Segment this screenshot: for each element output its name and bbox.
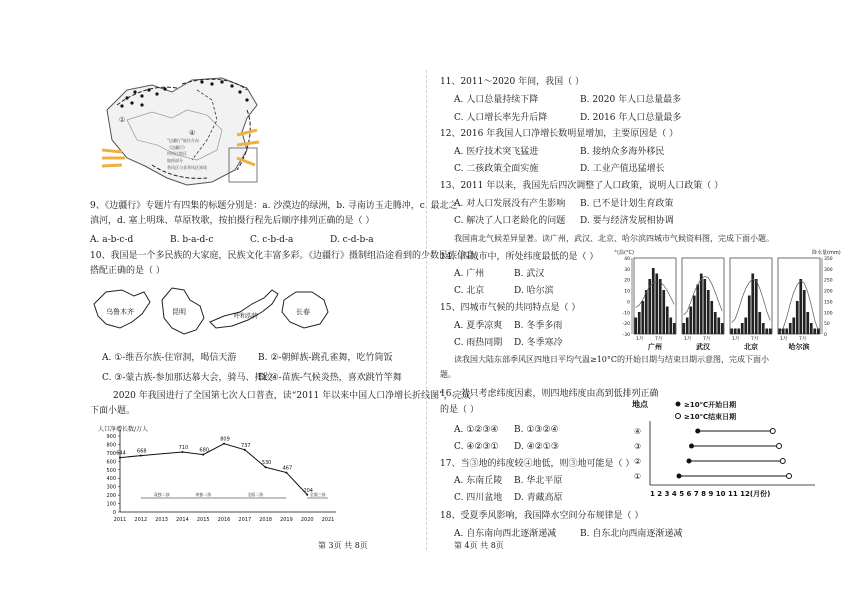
q16-line2: 的是（ ）	[440, 405, 479, 415]
climate-city-label: 北京	[744, 343, 758, 351]
q17-option-d[interactable]: D. 青藏高原	[514, 493, 563, 503]
population-intro-line1: 2020 年我国进行了全国第七次人口普查，读“2011 年以来中国人口净增长折线图”，完成	[113, 391, 471, 401]
climate-rain-bar	[686, 318, 689, 335]
climate-left-tick: 0	[627, 300, 630, 306]
climate-charts	[612, 248, 852, 352]
q14-option-b[interactable]: B. 武汉	[514, 269, 545, 279]
climate-rain-bar	[758, 312, 761, 334]
climate-rain-bar	[806, 312, 809, 334]
q12-option-b[interactable]: B. 接纳众多海外移民	[580, 147, 665, 157]
climate-rain-bar	[721, 323, 724, 334]
temp-x-ticks: 1 2 3 4 5 6 7 8 9 10 11 12(月份)	[650, 490, 771, 498]
q12-option-a[interactable]: A. 医疗技术突飞猛进	[454, 147, 539, 157]
climate-rain-bar	[785, 329, 788, 335]
climate-panel-frame	[778, 258, 820, 334]
climate-rain-bar	[638, 312, 641, 334]
temp-legend-start: ≥10℃开始日期	[684, 401, 737, 409]
chart-x-tick-label: 2018	[259, 517, 272, 523]
chart-point	[202, 454, 204, 456]
q9-option-c[interactable]: C. c-b-d-a	[250, 235, 294, 245]
climate-left-tick: -10	[622, 311, 630, 317]
chart-point	[285, 472, 287, 474]
china-map	[97, 70, 277, 190]
q13-option-b[interactable]: B. 已不是计划生育政策	[580, 199, 674, 209]
chart-data-label: 680	[199, 447, 209, 454]
chart-data-label: 530	[261, 460, 272, 467]
chart-y-tick-label: 0	[112, 510, 116, 516]
q15-stem: 15、四城市气候的共同特点是（ ）	[440, 303, 581, 313]
climate-right-tick: 150	[824, 300, 833, 306]
chart-y-tick-label: 900	[106, 434, 116, 440]
q12-stem: 12、2016 年我国人口净增长数明显增加，主要原因是（ ）	[440, 129, 679, 139]
temperature-period-chart	[630, 395, 820, 500]
q10-line2: 搭配正确的是（ ）	[90, 266, 165, 276]
q16-option-d[interactable]: D. ④②①③	[514, 442, 559, 452]
climate-rain-bar	[662, 290, 665, 334]
temp-end-dot	[780, 459, 785, 464]
chart-point	[244, 449, 246, 451]
chart-series-line	[120, 444, 307, 495]
q18-option-a[interactable]: A. 自东南向西北逐渐递减	[454, 529, 557, 539]
chart-data-label: 710	[178, 445, 189, 452]
chart-point	[265, 466, 267, 468]
climate-left-tick: 10	[624, 289, 630, 295]
climate-rain-bar	[717, 318, 720, 335]
chart-annotation-label: 全面三孩	[309, 492, 326, 497]
chart-x-tick-label: 2012	[134, 517, 148, 523]
temp-place-label: ②	[634, 457, 642, 466]
q13-option-d[interactable]: D. 要与经济发展相协调	[580, 216, 674, 226]
climate-right-tick: 200	[824, 289, 833, 295]
chart-x-tick-label: 2017	[238, 517, 252, 523]
map-legend-2: 《边疆行》	[167, 145, 187, 150]
q14-stem: 14、四城市中，所处纬度最低的是（ ）	[440, 252, 599, 262]
climate-rain-bar	[803, 290, 806, 334]
chart-x-tick-label: 2019	[280, 517, 293, 523]
climate-rain-bar	[710, 301, 713, 334]
q9-line1: 9、《边疆行》专题片有四集的标题分别是：a. 沙漠边的绿洲，b. 寻南访玉走腾冲，c. 最北之	[90, 201, 458, 211]
q17-option-c[interactable]: C. 四川盆地	[454, 493, 503, 503]
climate-city-label: 哈尔滨	[788, 343, 810, 351]
climate-month-label: 7月	[703, 337, 711, 342]
climate-right-tick: 300	[824, 267, 833, 273]
chart-annotation-label: 双独二孩	[153, 492, 170, 497]
province-outlines	[92, 282, 342, 344]
q15-option-c[interactable]: C. 雨热同期	[454, 338, 503, 348]
climate-left-tick: -20	[622, 322, 630, 328]
climate-rain-bar	[810, 323, 813, 334]
q9-line2: 滇河，d. 塞上明珠、草原牧歌，按拍摄行程先后顺序排列正确的是（ ）	[90, 216, 375, 226]
temp-place-label: ③	[634, 442, 642, 451]
climate-rain-bar	[645, 290, 648, 334]
temp-end-dot	[770, 429, 775, 434]
climate-rain-bar	[689, 307, 692, 335]
climate-rain-bar	[751, 274, 754, 335]
q14-option-a[interactable]: A. 广州	[454, 269, 485, 279]
q15-option-a[interactable]: A. 夏季凉爽	[454, 321, 503, 331]
climate-rain-bar	[666, 307, 669, 335]
chart-y-tick-label: 700	[106, 450, 116, 457]
climate-intro: 我国南北气候差异显著。读广州，武汉、北京、哈尔滨四城市气候资料图，完成下面小题。	[454, 234, 774, 243]
climate-city-label: 武汉	[696, 343, 710, 351]
chart-point	[306, 494, 308, 496]
q9-option-b[interactable]: B. b-a-d-c	[170, 235, 214, 245]
q16-option-a[interactable]: A. ①②③④	[454, 425, 499, 435]
page-4-footer: 第 4页 共 8页	[454, 541, 504, 550]
climate-left-unit: 气温(°C)	[614, 250, 634, 256]
climate-month-label: 1月	[780, 337, 788, 342]
climate-rain-bar	[714, 312, 717, 334]
climate-right-tick: 100	[824, 311, 833, 317]
climate-right-tick: 50	[824, 322, 830, 328]
population-line-chart	[96, 422, 346, 532]
right-page	[430, 0, 860, 608]
q11-option-c[interactable]: C. 人口增长率先升后降	[454, 113, 548, 123]
climate-left-tick: 30	[624, 267, 630, 273]
chart-y-tick-label: 100	[106, 501, 116, 508]
map-legend-5: 季风区与非季风区界线	[167, 165, 207, 170]
chart-data-label: 809	[220, 436, 230, 443]
map-label-4: ④	[189, 129, 196, 137]
population-intro-line2: 下面小题。	[90, 406, 136, 416]
climate-month-label: 7月	[655, 337, 663, 342]
temp-end-dot	[787, 474, 792, 479]
q13-option-c[interactable]: C. 解决了人口老龄化的问题	[454, 216, 566, 226]
q10-option-b[interactable]: B. ②-朝鲜族-跳孔雀舞，吃竹筒饭	[258, 353, 393, 363]
chart-y-tick-label: 500	[106, 467, 116, 474]
climate-rain-bar	[796, 301, 799, 334]
chart-data-label: 467	[282, 465, 293, 472]
climate-rain-bar	[769, 329, 772, 335]
temp-place-label: ①	[634, 472, 642, 481]
q16-option-b[interactable]: B. ①③②④	[514, 425, 559, 435]
chart-ylabel: 人口净增长数/万人	[98, 426, 149, 433]
q17-option-a[interactable]: A. 东南丘陵	[454, 476, 503, 486]
climate-rain-bar	[730, 329, 733, 335]
climate-rain-bar	[703, 279, 706, 334]
province-label-4: 长春	[296, 308, 310, 316]
chart-y-tick-label: 800	[106, 442, 116, 449]
climate-left-tick: 40	[624, 257, 630, 262]
climate-month-label: 7月	[799, 337, 807, 342]
province-label-2: 昆明	[172, 308, 186, 316]
chart-data-label: 204	[303, 487, 313, 494]
map-label-1: ①	[119, 116, 126, 124]
chart-x-tick-label: 2014	[176, 517, 189, 523]
climate-panel-frame	[730, 258, 772, 334]
chart-x-tick-label: 2016	[217, 517, 231, 523]
q9-option-a[interactable]: A. a-b-c-d	[90, 235, 134, 245]
climate-rain-bar	[755, 279, 758, 334]
climate-rain-bar	[741, 323, 744, 334]
q13-option-a[interactable]: A. 对人口发展没有产生影响	[454, 199, 566, 209]
q15-option-d[interactable]: D. 冬季寒冷	[514, 338, 563, 348]
climate-rain-bar	[707, 290, 710, 334]
climate-rain-bar	[669, 318, 672, 335]
climate-month-label: 1月	[636, 337, 644, 342]
q11-option-d[interactable]: D. 2016 年人口总量最多	[580, 113, 682, 123]
temp-start-dot	[687, 459, 692, 464]
chart-y-tick-label: 200	[106, 493, 116, 500]
chart-y-tick-label: 600	[106, 459, 116, 466]
climate-right-tick: 0	[824, 333, 827, 338]
province-label-1: 乌鲁木齐	[106, 308, 134, 316]
climate-rain-bar	[799, 279, 802, 334]
climate-rain-bar	[682, 323, 685, 334]
chart-x-tick-label: 2011	[113, 517, 127, 523]
climate-left-tick: 20	[624, 278, 630, 284]
chart-y-tick-label: 400	[106, 476, 116, 483]
q16-line1: 16、若只考虑纬度因素，则四地纬度由高到低排列正确	[440, 389, 659, 399]
chart-point	[223, 443, 225, 445]
chart-point	[181, 451, 183, 453]
climate-right-tick: 250	[824, 278, 833, 284]
climate-right-tick: 350	[824, 257, 833, 262]
chart-data-label: 668	[137, 448, 147, 455]
climate-rain-bar	[744, 318, 747, 335]
climate-rain-bar	[634, 318, 637, 335]
chart-point	[140, 455, 142, 457]
page-3-footer: 第 3页 共 8页	[318, 541, 368, 550]
chart-x-tick-label: 2015	[196, 517, 210, 523]
climate-city-label: 广州	[648, 343, 662, 351]
climate-rain-bar	[641, 301, 644, 334]
chart-annotation-label: 全面二孩	[247, 492, 264, 497]
q11-option-a[interactable]: A. 人口总量持续下降	[454, 95, 539, 105]
temp-intro-line1: 读我国大陆东部季风区四地日平均气温≥10°C的开始日期与结束日期示意图，完成下面小	[454, 355, 770, 364]
temp-place-label: ④	[634, 427, 642, 436]
chart-annotation-label: 单独二孩	[195, 492, 212, 497]
q15-option-b[interactable]: B. 冬季多雨	[514, 321, 563, 331]
temp-start-dot	[695, 429, 700, 434]
climate-rain-bar	[737, 329, 740, 335]
chart-point	[119, 457, 121, 459]
temp-intro-line2: 题。	[440, 370, 456, 379]
climate-rain-bar	[652, 268, 655, 334]
q10-line1: 10、我国是一个多民族的大家庭，民族文化丰富多彩。《边疆行》摄制组沿途看到的少数民族信息	[90, 251, 475, 261]
climate-right-unit: 降水量(mm)	[812, 250, 841, 256]
chart-data-label: 737	[241, 442, 251, 449]
q17-option-b[interactable]: B. 华北平原	[514, 476, 563, 486]
climate-temp-line	[732, 279, 771, 322]
climate-month-label: 7月	[751, 337, 759, 342]
chart-y-tick-label: 300	[106, 484, 116, 491]
q10-option-d[interactable]: D. ④-苗族-气候炎热，喜欢跳竹竿舞	[258, 373, 402, 383]
climate-rain-bar	[655, 274, 658, 335]
temp-chart-title: 地点	[632, 400, 648, 409]
q18-option-b[interactable]: B. 自东北向西南逐渐递减	[580, 529, 683, 539]
climate-rain-bar	[762, 323, 765, 334]
province-label-3: 呼和浩特	[234, 313, 259, 320]
q11-option-b[interactable]: B. 2020 年人口总量最多	[580, 95, 682, 105]
temp-start-dot	[677, 474, 682, 479]
climate-left-tick: -30	[622, 333, 630, 338]
temp-start-dot	[689, 444, 694, 449]
chart-data-label: 644	[116, 450, 126, 457]
q13-stem: 13、2011 年以来，我国先后四次调整了人口政策，说明人口政策（ ）	[440, 181, 724, 191]
climate-rain-bar	[789, 323, 792, 334]
climate-rain-bar	[673, 323, 676, 334]
climate-rain-bar	[792, 318, 795, 335]
climate-rain-bar	[734, 329, 737, 335]
page-divider	[426, 70, 427, 550]
climate-month-label: 1月	[684, 337, 692, 342]
q10-option-a[interactable]: A. ①-维吾尔族-住帘洞，喝信天游	[102, 353, 237, 363]
chart-x-tick-label: 2021	[321, 517, 335, 523]
chart-x-tick-label: 2020	[300, 517, 314, 523]
temp-legend-end: ≥10℃结束日期	[684, 413, 737, 421]
climate-rain-bar	[765, 329, 768, 335]
climate-month-label: 1月	[732, 337, 740, 342]
temp-end-dot	[777, 444, 782, 449]
q14-option-d[interactable]: D. 哈尔滨	[514, 286, 554, 296]
climate-rain-bar	[748, 296, 751, 335]
q16-option-c[interactable]: C. ④②③①	[454, 442, 499, 452]
q12-option-d[interactable]: D. 工业产值迅猛增长	[580, 164, 665, 174]
q11-stem: 11、2011～2020 年间，我国（ ）	[440, 77, 584, 87]
map-legend-4: 地图部分	[167, 158, 183, 163]
q10-option-c[interactable]: C. ③-蒙古族-参加那达慕大会，骑马、摔跤	[102, 373, 273, 383]
climate-rain-bar	[700, 274, 703, 335]
q14-option-c[interactable]: C. 北京	[454, 286, 485, 296]
map-legend-1: "边疆行"前往方向	[167, 138, 199, 143]
chart-x-tick-label: 2013	[155, 517, 168, 523]
map-legend-3: 所经过地区	[167, 151, 187, 156]
q9-option-d[interactable]: D. c-d-b-a	[330, 235, 374, 245]
q18-stem: 18、受夏季风影响，我国降水空间分布规律是（ ）	[440, 511, 644, 521]
climate-rain-bar	[659, 279, 662, 334]
q12-option-c[interactable]: C. 二孩政策全面实施	[454, 164, 539, 174]
climate-rain-bar	[813, 329, 816, 335]
q17-stem: 17、当③地的纬度较④地低，则③地可能是（ ）	[440, 459, 635, 469]
climate-rain-bar	[696, 285, 699, 335]
climate-rain-bar	[693, 296, 696, 335]
